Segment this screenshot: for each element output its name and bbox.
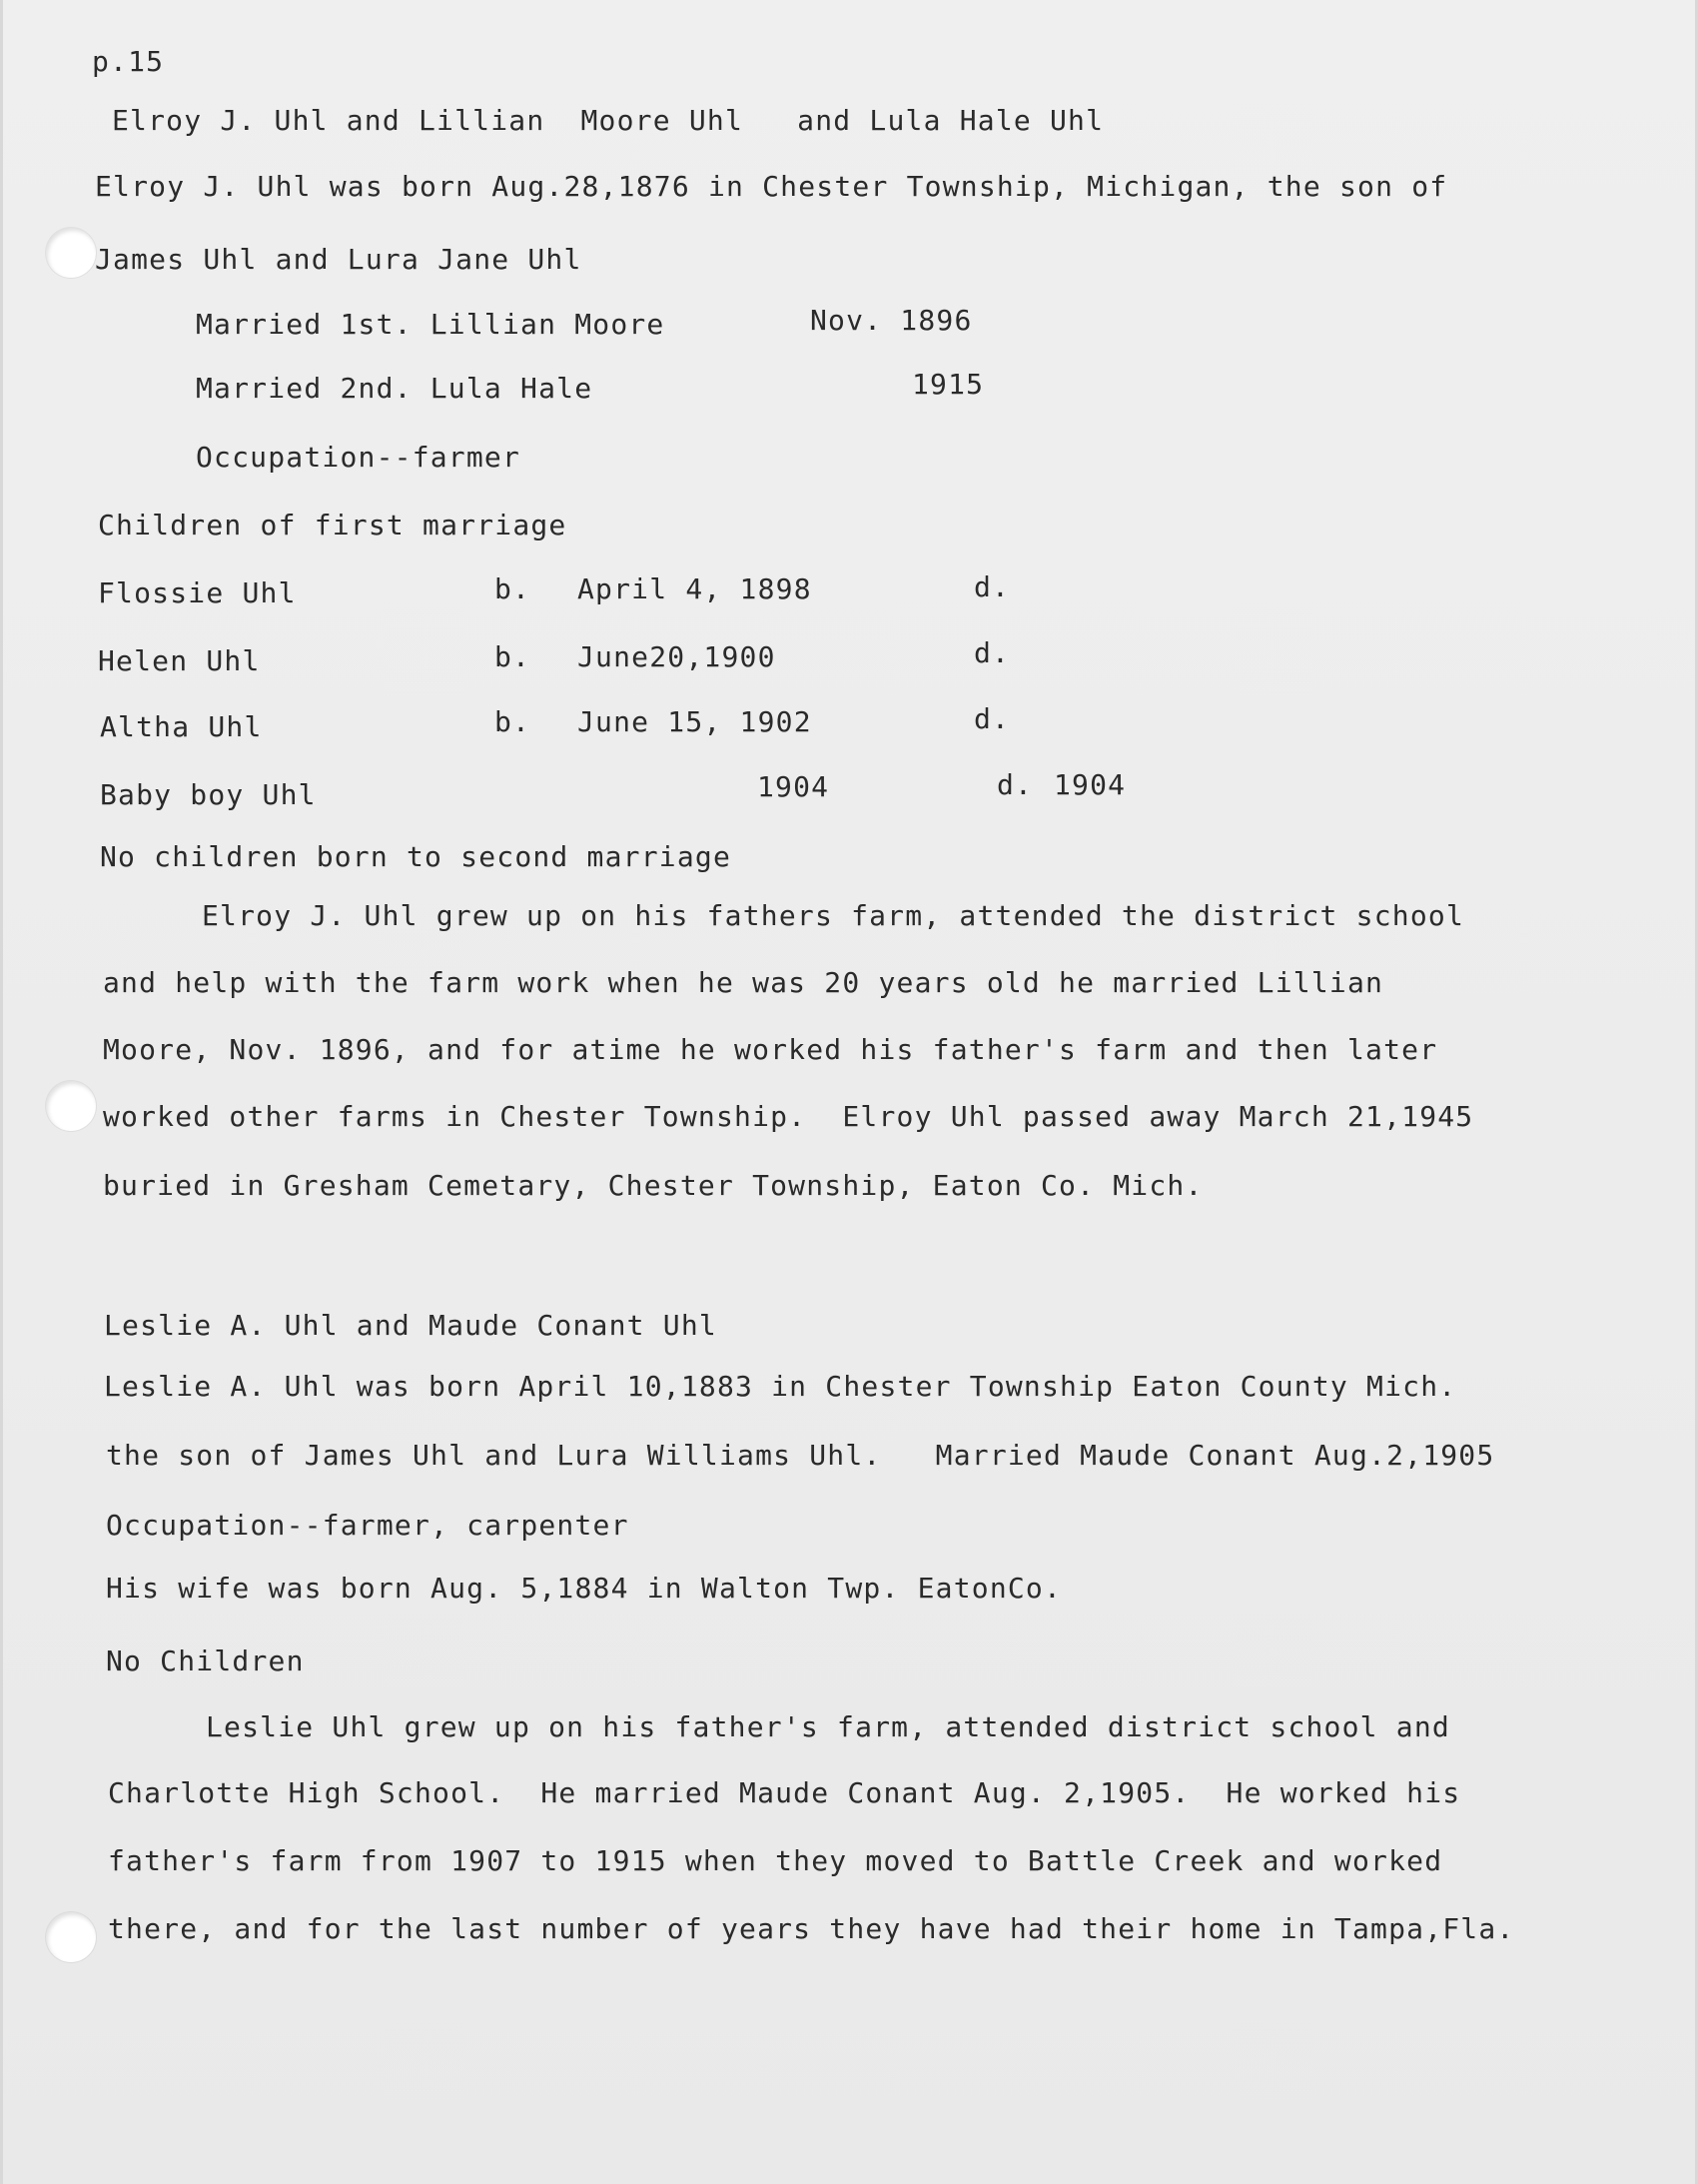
child-born-label: b. [494,705,531,738]
children-heading: Children of first marriage [98,509,567,542]
section1-heading: Elroy J. Uhl and Lillian Moore Uhl and Lula Hale Uhl [112,104,1105,137]
child-died-date: 1904 [1054,768,1127,801]
section2-intro-line-2: the son of James Uhl and Lura Williams Uhl. Married Maude Conant Aug.2,1905 [106,1439,1495,1472]
child-name: Altha Uhl [100,710,263,743]
section1-intro-line-1: Elroy J. Uhl was born Aug.28,1876 in Chester Township, Michigan, the son of [95,170,1448,203]
section1-paragraph-line-2: and help with the farm work when he was 20 years old he married Lillian [103,966,1384,999]
married-first-date: Nov. 1896 [810,304,973,337]
child-died-label: d. [974,702,1011,735]
section2-paragraph-line-3: father's farm from 1907 to 1915 when they moved to Battle Creek and worked [108,1844,1443,1877]
section1-paragraph-line-3: Moore, Nov. 1896, and for atime he worked his father's farm and then later [103,1033,1438,1066]
wife-born: His wife was born Aug. 5,1884 in Walton Twp. EatonCo. [106,1572,1063,1605]
child-born-label: b. [494,640,531,673]
section2-paragraph-line-4: there, and for the last number of years they have had their home in Tampa,Fla. [108,1912,1515,1945]
child-born-date: June 15, 1902 [577,705,812,738]
section2-occupation: Occupation--farmer, carpenter [106,1509,629,1542]
section1-paragraph-line-4: worked other farms in Chester Township. Elroy Uhl passed away March 21,1945 [103,1100,1474,1133]
child-name: Baby boy Uhl [100,778,317,811]
child-born-label: b. [494,572,531,605]
married-second-label: Married 2nd. Lula Hale [196,372,593,405]
punch-hole-top [46,228,96,278]
section1-occupation: Occupation--farmer [196,441,521,474]
child-died-label: d. [997,768,1034,801]
punch-hole-middle [46,1081,96,1131]
page-number: p.15 [92,45,165,78]
no-children-second-marriage: No children born to second marriage [100,840,732,873]
child-born-date: April 4, 1898 [577,572,812,605]
child-died-label: d. [974,570,1011,603]
child-name: Helen Uhl [98,644,261,677]
married-first-label: Married 1st. Lillian Moore [196,308,665,341]
no-children: No Children [106,1644,305,1677]
child-born-date: June20,1900 [577,640,776,673]
child-name: Flossie Uhl [98,576,297,609]
section1-paragraph-line-1: Elroy J. Uhl grew up on his fathers farm, attended the district school [202,899,1465,932]
section2-paragraph-line-2: Charlotte High School. He married Maude Conant Aug. 2,1905. He worked his [108,1776,1461,1809]
punch-hole-bottom [46,1912,96,1962]
child-born-date: 1904 [757,770,830,803]
section1-paragraph-line-5: buried in Gresham Cemetary, Chester Township, Eaton Co. Mich. [103,1169,1204,1202]
child-died-label: d. [974,636,1011,669]
section2-heading: Leslie A. Uhl and Maude Conant Uhl [104,1309,717,1342]
married-second-date: 1915 [912,368,985,401]
section2-paragraph-line-1: Leslie Uhl grew up on his father's farm, attended district school and [206,1710,1450,1743]
section1-intro-line-2: James Uhl and Lura Jane Uhl [95,243,582,276]
page-left-edge [0,0,3,2184]
section2-intro-line-1: Leslie A. Uhl was born April 10,1883 in Chester Township Eaton County Mich. [104,1370,1457,1403]
